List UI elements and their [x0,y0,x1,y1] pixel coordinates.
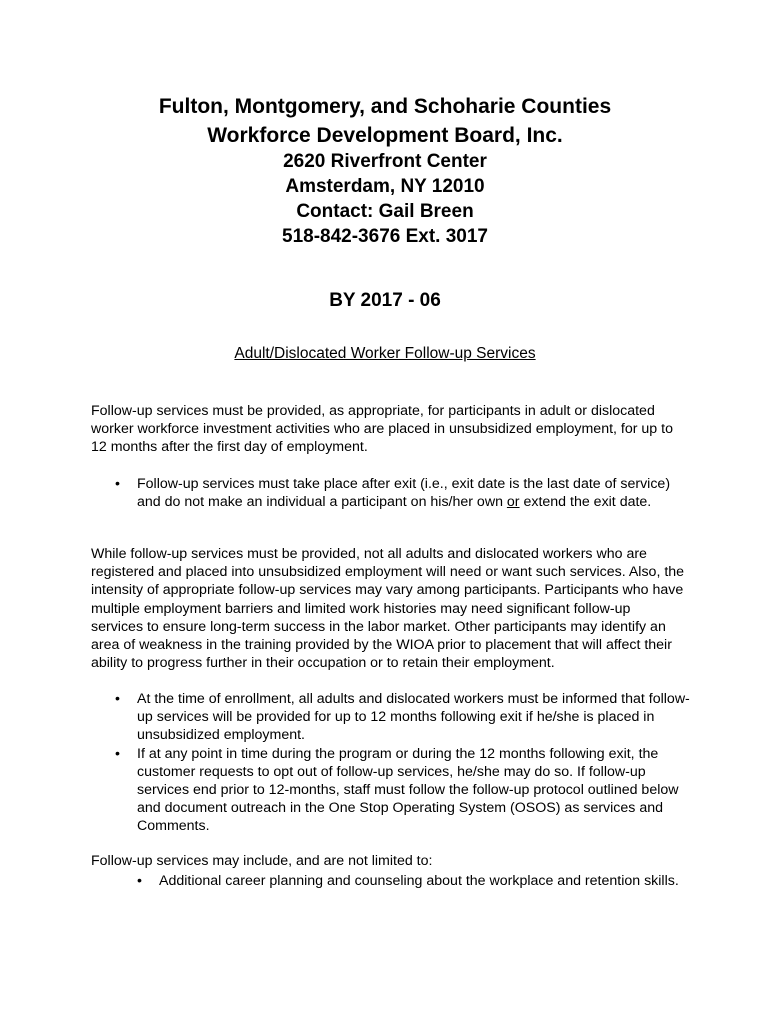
intro-paragraph: Follow-up services must be provided, as appropriate, for participants in adult or dislocated worker workforce investment activities who are placed in unsubsidized employment, for up to 12 months after the first day of employment. [91,403,673,456]
org-name-line1: Fulton, Montgomery, and Schoharie Counties [158,95,612,118]
list-item [115,690,690,745]
list-item [137,872,697,890]
bullet-list-2 [115,690,690,836]
address-block [0,149,770,249]
doc-subtitle-text: Adult/Dislocated Worker Follow-up Services [234,345,536,362]
bullet2-1-text: At the time of enrollment, all adults and dislocated workers must be informed that follow-up services will be provided for up to 12 months following exit if he/she is placed in unsubsidized employment. [137,691,690,744]
list-item [115,475,690,511]
contact-line: Contact: Gail Breen [296,201,474,222]
bullet-icon: • [137,873,142,889]
org-name-line2: Workforce Development Board, Inc. [207,124,563,147]
bullet3-1-text: Additional career planning and counseling about the workplace and retention skills. [159,873,679,889]
address-line1: 2620 Riverfront Center [283,151,487,172]
bullet-list-1 [115,475,690,511]
while-paragraph: While follow-up services must be provided, not all adults and dislocated workers who are registered and placed into unsubsidized employment will need or want such services. Also, the intensity of appropriate follow-up services may vary among participants. Participants who have multiple employment barriers and limited work histories may need significant follow-up services to ensure long-term success in the labor market. Other participants may identify an area of weakness in the training provided by the WIOA prior to placement that will affect their ability to progress further in their occupation or to retain their employment. [91,546,685,672]
bullet2-2-text: If at any point in time during the program or during the 12 months following exit, the customer requests to opt out of follow-up services, he/she may do so. If follow-up services end prior to 12-months, staff must follow the follow-up protocol outlined below and document outreach in the One Stop Operating System (OSOS) as services and Comments. [137,745,679,835]
bullet-icon: • [115,745,120,762]
list-item [115,745,690,836]
bullet1-emphasis: or [506,494,520,511]
include-intro: Follow-up services may include, and are not limited to: [91,853,433,869]
bullet1-before: Follow-up services must take place after exit (i.e., exit date is the last date of service) and do not make an individual a participant on his/her own [137,476,671,511]
bullet1-after: extend the exit date. [519,494,652,511]
address-line2: Amsterdam, NY 12010 [285,176,485,197]
bullet-icon: • [115,476,120,492]
phone-line: 518-842-3676 Ext. 3017 [282,226,488,247]
bullet-list-3 [137,872,697,890]
doc-subtitle [0,345,770,363]
bullet-icon: • [115,691,120,707]
doc-number: BY 2017 - 06 [329,290,441,311]
org-title [0,92,770,150]
